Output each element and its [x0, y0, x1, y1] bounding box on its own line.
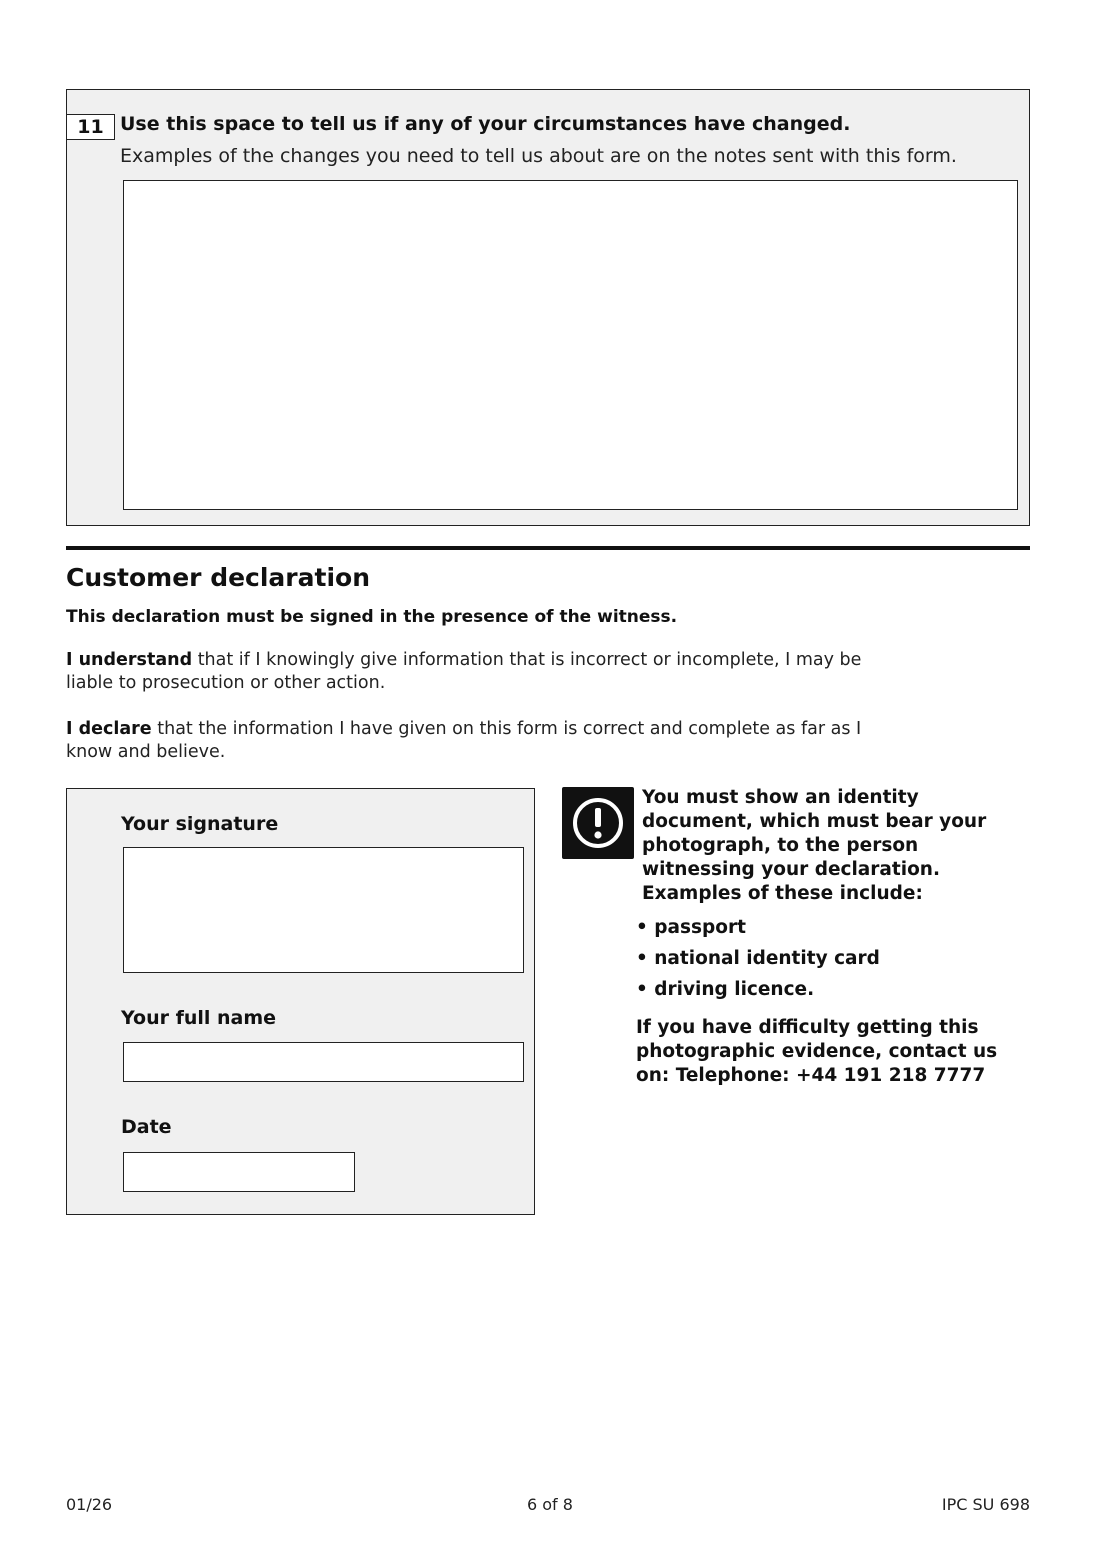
full-name-label: Your full name [121, 1007, 277, 1029]
question-11-section [66, 89, 1030, 526]
full-name-field[interactable] [123, 1042, 524, 1082]
footer-page-number: 6 of 8 [527, 1495, 573, 1514]
list-item: • passport [636, 917, 746, 938]
declare-text: that the information I have given on this form is correct and complete as far as I know and believe. [66, 719, 862, 762]
question-subtitle: Examples of the changes you need to tell us about are on the notes sent with this form. [120, 145, 957, 167]
understand-text: that if I knowingly give information that is incorrect or incomplete, I may be liable to prosecution or other action. [66, 650, 862, 693]
date-label: Date [121, 1116, 172, 1138]
declare-paragraph [66, 718, 896, 764]
signature-label: Your signature [121, 813, 279, 835]
question-number: 11 [67, 114, 115, 140]
date-field[interactable] [123, 1152, 355, 1192]
declare-lead: I declare [66, 719, 152, 739]
signature-panel [66, 788, 535, 1215]
declaration-intro: This declaration must be signed in the presence of the witness. [66, 607, 678, 627]
notice-lead: You must show an identity document, which must bear your photograph, to the person witnessing your declaration. Examples of these include: [642, 787, 987, 904]
footer-form-code: IPC SU 698 [941, 1495, 1030, 1514]
signature-box[interactable] [123, 847, 524, 973]
list-item: • driving licence. [636, 979, 815, 1000]
question-title: Use this space to tell us if any of your circumstances have changed. [120, 113, 851, 135]
exclamation-circle-icon [562, 787, 634, 859]
list-item: • national identity card [636, 948, 880, 969]
understand-lead: I understand [66, 650, 193, 670]
declaration-heading: Customer declaration [66, 563, 370, 592]
section-divider [66, 546, 1030, 550]
footer-date-code: 01/26 [66, 1495, 113, 1514]
circumstances-text-area[interactable] [123, 180, 1018, 510]
understand-paragraph [66, 649, 896, 695]
identity-notice [636, 786, 1036, 1088]
notice-contact: If you have difficulty getting this photographic evidence, contact us on: Telephone: +44 191 218 7777 [636, 1017, 998, 1086]
identity-document-list [636, 912, 1036, 1005]
